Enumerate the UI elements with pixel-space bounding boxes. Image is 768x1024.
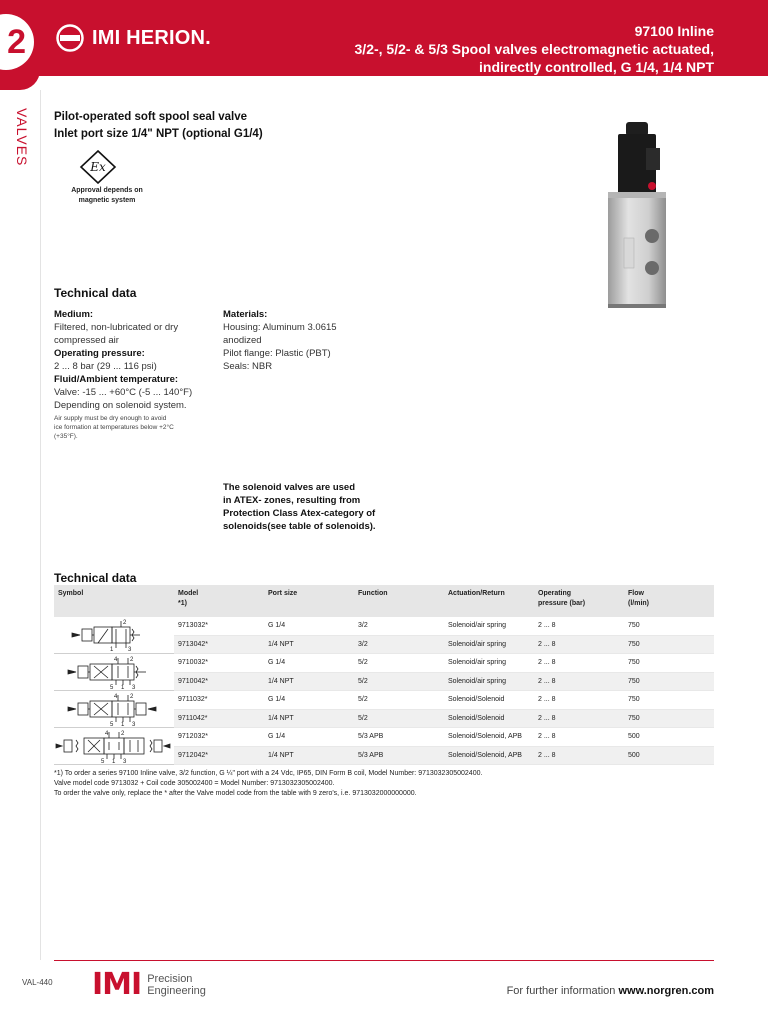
dry-air-note [54,414,224,441]
port-label: 1 [112,759,116,764]
cell-model: 9712042* [174,746,264,765]
port-label: 2 [121,731,125,737]
symbol-5-2-solenoid [54,691,174,728]
col-pressure-line-1: Operating [538,590,572,597]
tech-data-heading-1: Technical data [54,286,137,300]
cell-port: 1/4 NPT [264,672,354,691]
port-label: 4 [105,731,109,737]
imi-precision-text: Precision [147,973,193,985]
page-number: VAL-440 [22,978,53,987]
footnote-line-2: Valve model code 9713032 + Coil code 305002400 = Model Number: 9713032305002400. [54,780,335,787]
cell-actuation: Solenoid/air spring [444,672,534,691]
valve-5-2-spring-symbol-icon [54,654,172,690]
seals-value: Seals: NBR [223,361,273,372]
atex-ex-icon [79,150,117,184]
atex-line-3: Protection Class Atex-category of [223,508,376,519]
port-label: 1 [121,722,125,727]
cell-pressure: 2 ... 8 [534,635,624,653]
cell-flow: 750 [624,635,714,653]
cell-function: 5/2 [354,654,444,673]
imi-logo-mark: IMI [92,967,142,1002]
approval-line-2: magnetic system [78,197,136,204]
table-header-row [54,585,714,617]
cell-actuation: Solenoid/Solenoid, APB [444,746,534,765]
cell-flow: 500 [624,746,714,765]
chapter-number: 2 [0,14,34,70]
table-row [54,654,714,673]
cell-function: 5/2 [354,709,444,728]
port-label: 4 [114,657,118,663]
tech-data-heading-2: Technical data [54,571,137,585]
pilot-flange-value: Pilot flange: Plastic (PBT) [223,348,331,359]
cell-flow: 750 [624,617,714,635]
cell-actuation: Solenoid/air spring [444,617,534,635]
temperature-value-1: Valve: -15 ... +60°C (-5 ... 140°F) [54,387,193,398]
dry-air-note-3: (+35°F). [54,433,78,440]
model-table [54,585,714,765]
cell-pressure: 2 ... 8 [534,728,624,747]
port-label: 1 [121,685,125,690]
port-label: 3 [123,759,127,764]
chapter-tab [0,0,40,90]
cell-model: 9710042* [174,672,264,691]
title-line-3: indirectly controlled, G 1/4, 1/4 NPT [479,59,714,75]
pressure-value: 2 ... 8 bar (29 ... 116 psi) [54,361,157,372]
imi-engineering-text: Engineering [147,985,206,997]
col-actuation: Actuation/Return [444,585,534,617]
atex-line-1: The solenoid valves are used [223,482,355,493]
cell-port: 1/4 NPT [264,746,354,765]
side-section-text: VALVES [14,108,30,167]
cell-function: 3/2 [354,617,444,635]
dry-air-note-1: Air supply must be dry enough to avoid [54,415,167,422]
symbol-5-3 [54,728,174,765]
col-model-line-2: *1) [178,600,187,607]
approval-line-1: Approval depends on [71,187,143,194]
valve-5-2-solenoid-symbol-icon [54,691,172,727]
table-row [54,617,714,635]
cell-flow: 750 [624,709,714,728]
col-port-size: Port size [264,585,354,617]
atex-line-2: in ATEX- zones, resulting from [223,495,361,506]
port-label: 3 [132,685,136,690]
cell-flow: 750 [624,672,714,691]
port-label: 2 [130,694,134,700]
cell-model: 9711032* [174,691,264,710]
port-label: 3 [132,722,136,727]
brand-logo [56,22,211,54]
col-model [174,585,264,617]
temperature-value-2: Depending on solenoid system. [54,400,187,411]
port-label: 5 [110,685,114,690]
col-flow-line-2: (l/min) [628,600,649,607]
footer-info-prefix: For further information [506,985,619,997]
symbol-5-2-spring [54,654,174,691]
table-row [54,691,714,710]
cell-pressure: 2 ... 8 [534,672,624,691]
dry-air-note-2: ice formation at temperatures below +2°C [54,424,174,431]
cell-pressure: 2 ... 8 [534,617,624,635]
pressure-label: Operating pressure: [54,348,145,359]
cell-flow: 750 [624,654,714,673]
footnote-line-1: *1) To order a series 97100 Inline valve, 3/2 function, G ¼" port with a 24 Vdc, IP65, DIN Form B coil, Model Number: 9713032305002400. [54,770,483,777]
intro-line-2: Inlet port size 1/4" NPT (optional G1/4) [54,128,263,140]
port-label: 2 [130,657,134,663]
imi-precision-logo [92,967,206,1002]
footer-info [507,985,714,997]
tech-data-column-right [223,308,393,373]
valve-product-image [600,118,680,314]
cell-pressure: 2 ... 8 [534,709,624,728]
col-pressure [534,585,624,617]
cell-pressure: 2 ... 8 [534,654,624,673]
cell-function: 5/3 APB [354,728,444,747]
port-label: 1 [110,647,114,653]
symbol-3-2 [54,617,174,654]
temperature-label: Fluid/Ambient temperature: [54,374,179,385]
medium-value-2: compressed air [54,335,119,346]
intro-title [54,109,263,143]
brand-name: IMI HERION [92,26,206,49]
cell-port: G 1/4 [264,691,354,710]
cell-flow: 750 [624,691,714,710]
valve-3-2-symbol-icon [54,617,172,653]
cell-port: 1/4 NPT [264,709,354,728]
footer-website-link[interactable]: www.norgren.com [618,985,714,997]
valve-5-3-symbol-icon [54,728,172,764]
order-footnotes [54,769,482,799]
title-line-2: 3/2-, 5/2- & 5/3 Spool valves electromagnetic actuated, [354,41,714,57]
col-function: Function [354,585,444,617]
tech-data-column-left [54,308,224,441]
title-line-1: 97100 Inline [634,23,714,39]
cell-function: 5/2 [354,672,444,691]
table-row [54,728,714,747]
side-section-label [12,108,32,188]
cell-port: 1/4 NPT [264,635,354,653]
cell-flow: 500 [624,728,714,747]
cell-function: 5/3 APB [354,746,444,765]
port-label: 3 [128,647,132,653]
cell-function: 5/2 [354,691,444,710]
imi-logo-subtitle [147,973,206,997]
cell-model: 9712032* [174,728,264,747]
cell-model: 9710032* [174,654,264,673]
cell-pressure: 2 ... 8 [534,691,624,710]
cell-actuation: Solenoid/Solenoid [444,691,534,710]
ex-symbol-text: Ex [90,160,106,174]
medium-value-1: Filtered, non-lubricated or dry [54,322,179,333]
port-label: 5 [101,759,105,764]
cell-model: 9713042* [174,635,264,653]
cell-actuation: Solenoid/Solenoid, APB [444,728,534,747]
cell-port: G 1/4 [264,654,354,673]
housing-value-1: Housing: Aluminum 3.0615 [223,322,337,333]
intro-line-1: Pilot-operated soft spool seal valve [54,111,247,123]
cell-actuation: Solenoid/Solenoid [444,709,534,728]
cell-actuation: Solenoid/air spring [444,654,534,673]
col-pressure-line-2: pressure (bar) [538,600,586,607]
col-model-line-1: Model [178,590,199,597]
page-title [355,22,714,76]
cell-pressure: 2 ... 8 [534,746,624,765]
atex-note [223,481,403,533]
atex-line-4: solenoids(see table of solenoids). [223,521,376,532]
cell-port: G 1/4 [264,728,354,747]
cell-model: 9713032* [174,617,264,635]
footer-divider [54,960,714,961]
approval-note [62,186,152,206]
medium-label: Medium: [54,309,94,320]
cell-actuation: Solenoid/air spring [444,635,534,653]
cell-function: 3/2 [354,635,444,653]
col-flow-line-1: Flow [628,590,644,597]
cell-model: 9711042* [174,709,264,728]
brand-dot: . [205,26,211,49]
housing-value-2: anodized [223,335,262,346]
port-label: 5 [110,722,114,727]
footnote-line-3: To order the valve only, replace the * after the Valve model code from the table with 9 zero's, i.e. 9713032000000000. [54,790,417,797]
col-flow [624,585,714,617]
col-symbol: Symbol [54,585,174,617]
port-label: 4 [114,694,118,700]
imi-herion-logo-icon [56,24,84,52]
port-label: 2 [123,620,127,626]
cell-port: G 1/4 [264,617,354,635]
materials-label: Materials: [223,309,268,320]
side-divider [40,90,41,960]
